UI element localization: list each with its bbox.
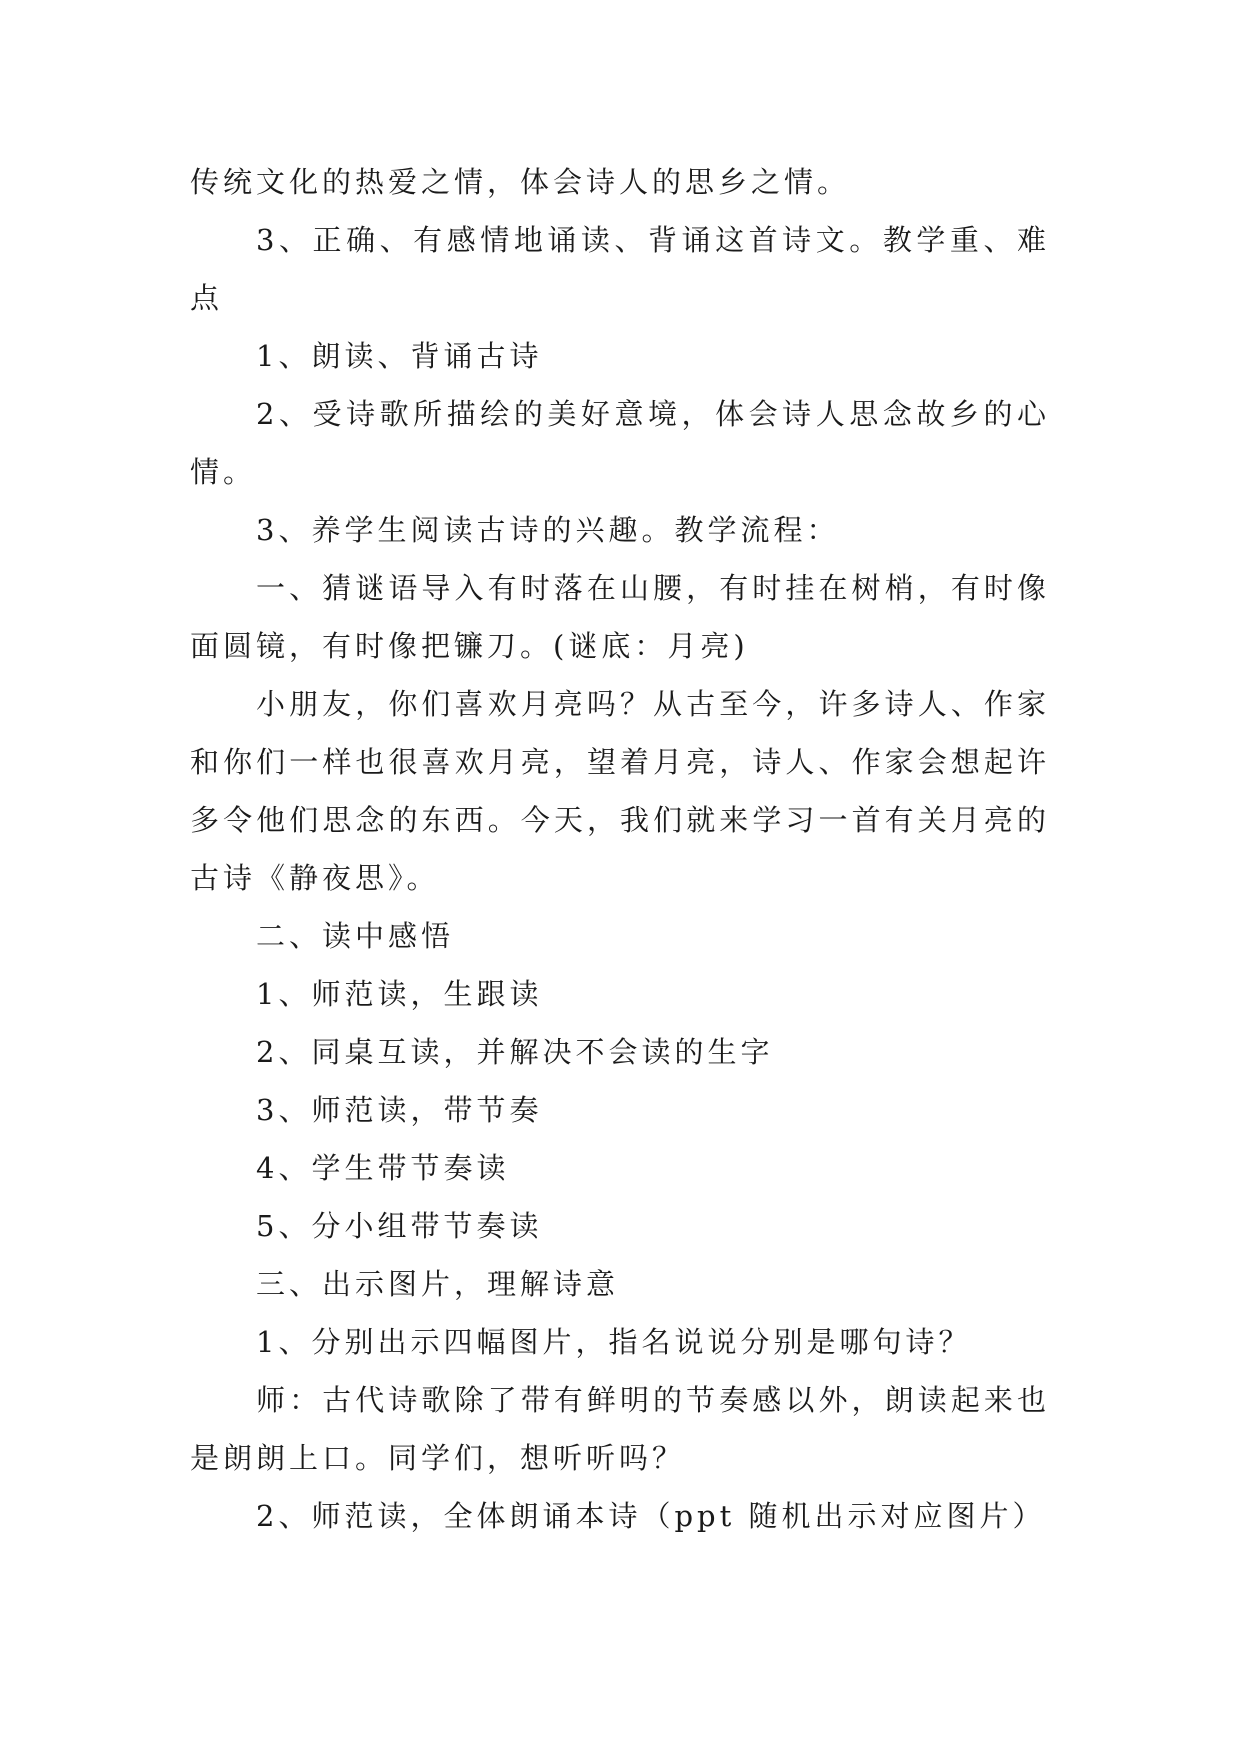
- paragraph: 1、朗读、背诵古诗: [256, 339, 543, 373]
- paragraph: 2、受诗歌所描绘的美好意境，体会诗人思念故乡的心情。: [190, 397, 1050, 489]
- paragraph: 师：古代诗歌除了带有鲜明的节奏感以外，朗读起来也是朗朗上口。同学们，想听听吗？: [190, 1383, 1050, 1475]
- section-heading: 三、出示图片，理解诗意: [256, 1267, 620, 1301]
- section-heading: 二、读中感悟: [256, 919, 455, 953]
- paragraph: 3、养学生阅读古诗的兴趣。教学流程：: [256, 513, 840, 547]
- list-item: 3、师范读，带节奏: [256, 1093, 543, 1127]
- list-item: 2、师范读，全体朗诵本诗（ppt 随机出示对应图片）: [256, 1499, 1046, 1533]
- paragraph: 传统文化的热爱之情，体会诗人的思乡之情。: [190, 165, 851, 199]
- list-item: 1、师范读，生跟读: [256, 977, 543, 1011]
- list-item: 2、同桌互读，并解决不会读的生字: [256, 1035, 774, 1069]
- paragraph: 一、猜谜语导入有时落在山腰，有时挂在树梢，有时像面圆镜，有时像把镰刀。(谜底：月亮): [190, 571, 1050, 663]
- paragraph: 小朋友，你们喜欢月亮吗？从古至今，许多诗人、作家和你们一样也很喜欢月亮，望着月亮，诗人、作家会想起许多令他们思念的东西。今天，我们就来学习一首有关月亮的古诗《静夜思》。: [190, 687, 1050, 895]
- list-item: 5、分小组带节奏读: [256, 1209, 543, 1243]
- document-body: [190, 153, 1050, 1545]
- list-item: 1、分别出示四幅图片，指名说说分别是哪句诗？: [256, 1325, 972, 1359]
- paragraph: 3、正确、有感情地诵读、背诵这首诗文。教学重、难点: [190, 223, 1050, 315]
- list-item: 4、学生带节奏读: [256, 1151, 510, 1185]
